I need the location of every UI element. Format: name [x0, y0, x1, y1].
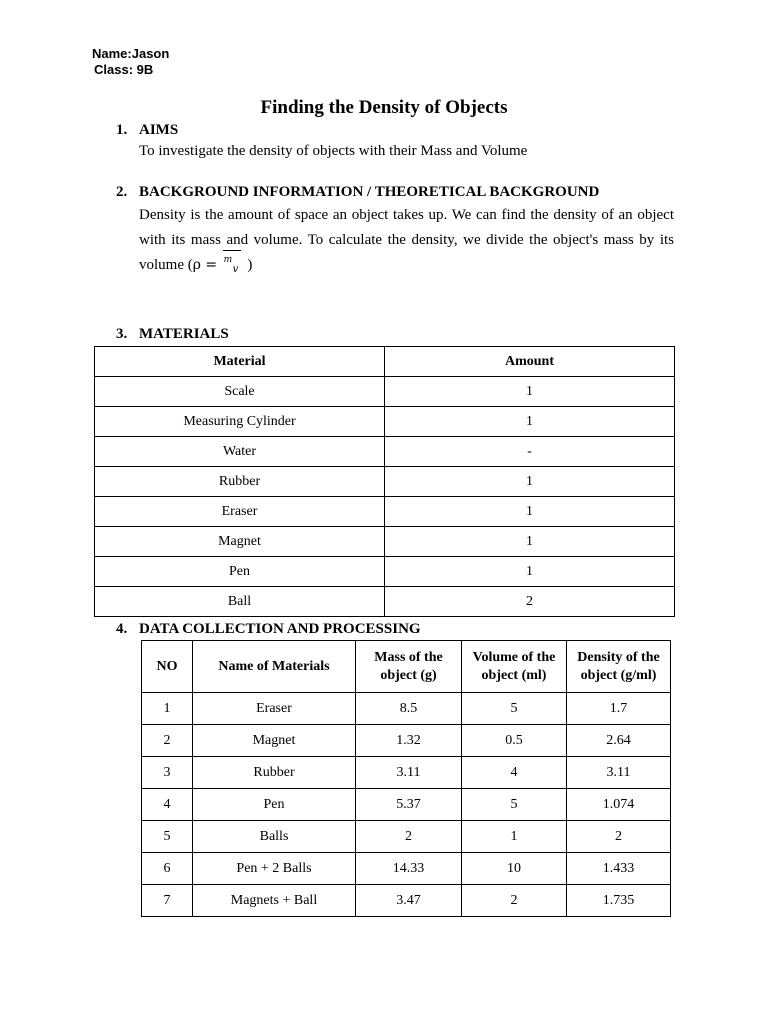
background-text: Density is the amount of space an object takes up. We can find the density of an object with its mass and volume. To calculate the density, we divide the object's mass by its volume (	[139, 207, 674, 273]
table-cell: 10	[462, 853, 567, 885]
table-cell: 1	[385, 557, 675, 587]
table-cell: 1.074	[567, 789, 671, 821]
section-number: 2.	[116, 184, 128, 200]
table-cell: 3.47	[356, 885, 462, 917]
table-cell: Measuring Cylinder	[95, 407, 385, 437]
table-cell: 1	[385, 497, 675, 527]
column-header: Mass of the object (g)	[356, 641, 462, 693]
table-cell: 2	[356, 821, 462, 853]
table-row	[142, 693, 671, 725]
document-title: Finding the Density of Objects	[260, 97, 508, 118]
formula-denominator: v	[232, 264, 239, 275]
background-paragraph	[139, 203, 674, 278]
table-cell: 1.32	[356, 725, 462, 757]
table-row	[142, 725, 671, 757]
table-header-row	[95, 347, 675, 377]
table-cell: 1	[385, 377, 675, 407]
table-cell: 2	[142, 725, 193, 757]
table-row	[142, 885, 671, 917]
table-cell: 3.11	[356, 757, 462, 789]
table-cell: 3	[142, 757, 193, 789]
table-cell: Eraser	[193, 693, 356, 725]
table-cell: 1.735	[567, 885, 671, 917]
table-row	[95, 407, 675, 437]
section-title: AIMS	[139, 122, 179, 138]
table-cell: 1	[142, 693, 193, 725]
table-row	[95, 557, 675, 587]
section-number: 3.	[116, 326, 128, 342]
table-row	[95, 377, 675, 407]
section-title: DATA COLLECTION AND PROCESSING	[139, 621, 421, 637]
table-row	[95, 527, 675, 557]
table-cell: 1	[385, 527, 675, 557]
table-row	[142, 853, 671, 885]
table-cell: Ball	[95, 587, 385, 617]
table-cell: 4	[142, 789, 193, 821]
table-cell: 2	[462, 885, 567, 917]
table-header-row	[142, 641, 671, 693]
table-cell: 3.11	[567, 757, 671, 789]
table-row	[95, 437, 675, 467]
table-cell: Balls	[193, 821, 356, 853]
table-cell: 1	[385, 407, 675, 437]
section-number: 4.	[116, 621, 128, 637]
table-row	[95, 497, 675, 527]
column-header: Volume of the object (ml)	[462, 641, 567, 693]
column-header: Material	[95, 347, 385, 377]
table-cell: 1.7	[567, 693, 671, 725]
table-cell: 14.33	[356, 853, 462, 885]
density-formula	[193, 257, 244, 273]
table-cell: Rubber	[193, 757, 356, 789]
table-cell: 1.433	[567, 853, 671, 885]
table-cell: Pen + 2 Balls	[193, 853, 356, 885]
section-number: 1.	[116, 122, 128, 138]
section-title: BACKGROUND INFORMATION / THEORETICAL BACKGROUND	[139, 184, 600, 200]
table-cell: 5	[462, 789, 567, 821]
table-cell: Rubber	[95, 467, 385, 497]
table-cell: 1	[385, 467, 675, 497]
table-row	[142, 789, 671, 821]
table-row	[95, 467, 675, 497]
table-cell: 0.5	[462, 725, 567, 757]
student-name: Name:Jason	[92, 46, 170, 61]
table-row	[142, 757, 671, 789]
table-cell: 8.5	[356, 693, 462, 725]
table-cell: Scale	[95, 377, 385, 407]
table-cell: Pen	[95, 557, 385, 587]
formula-numerator: m	[223, 255, 233, 265]
table-cell: Eraser	[95, 497, 385, 527]
background-close: )	[243, 257, 253, 273]
table-cell: 4	[462, 757, 567, 789]
table-cell: Magnet	[95, 527, 385, 557]
formula-fraction	[222, 255, 244, 275]
table-cell: 2.64	[567, 725, 671, 757]
table-row	[95, 587, 675, 617]
table-cell: 5	[462, 693, 567, 725]
table-cell: Magnet	[193, 725, 356, 757]
column-header: Amount	[385, 347, 675, 377]
materials-table	[94, 346, 675, 617]
column-header: Density of the object (g/ml)	[567, 641, 671, 693]
column-header: Name of Materials	[193, 641, 356, 693]
column-header: NO	[142, 641, 193, 693]
table-cell: 2	[567, 821, 671, 853]
table-cell: Magnets + Ball	[193, 885, 356, 917]
table-cell: 6	[142, 853, 193, 885]
data-table	[141, 640, 671, 917]
table-cell: 1	[462, 821, 567, 853]
table-cell: 5	[142, 821, 193, 853]
table-cell: 5.37	[356, 789, 462, 821]
table-row	[142, 821, 671, 853]
section-title: MATERIALS	[139, 326, 229, 342]
table-cell: Pen	[193, 789, 356, 821]
table-cell: 2	[385, 587, 675, 617]
aims-text: To investigate the density of objects with their Mass and Volume	[139, 143, 528, 159]
table-cell: -	[385, 437, 675, 467]
table-cell: Water	[95, 437, 385, 467]
table-cell: 7	[142, 885, 193, 917]
formula-lhs: ρ =	[192, 257, 218, 273]
student-class: Class: 9B	[94, 62, 154, 77]
